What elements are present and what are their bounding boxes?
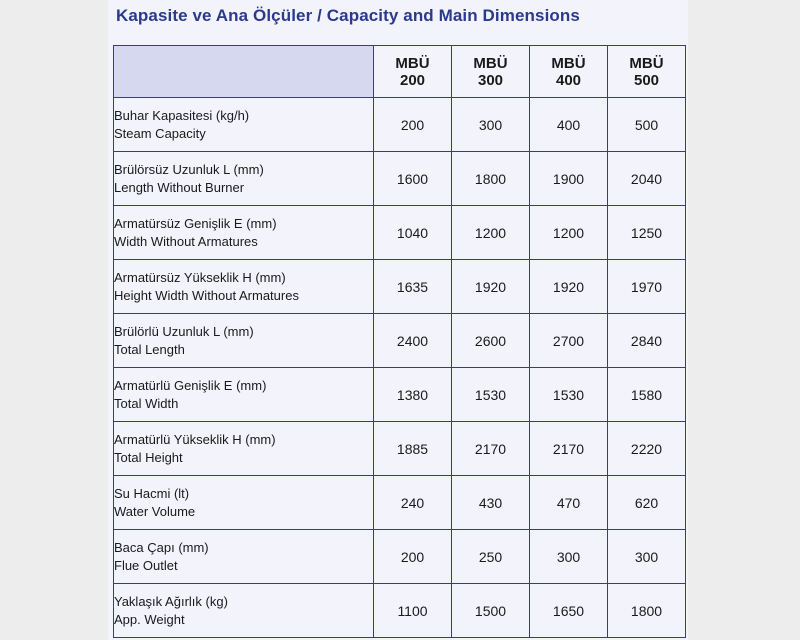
row-label-english: Total Width (114, 395, 179, 411)
row-label-turkish: Brülörsüz Uzunluk L (mm) (114, 161, 264, 177)
row-label (114, 152, 374, 206)
row-label-turkish: Yaklaşık Ağırlık (kg) (114, 593, 228, 609)
value-cell: 1920 (530, 260, 608, 314)
value-cell: 1040 (374, 206, 452, 260)
right-margin (688, 0, 800, 640)
value-cell: 2700 (530, 314, 608, 368)
value-cell: 1900 (530, 152, 608, 206)
value-cell: 1250 (608, 206, 686, 260)
table-row (114, 476, 686, 530)
value-cell: 2170 (530, 422, 608, 476)
row-label-english: Width Without Armatures (114, 233, 258, 249)
value-cell: 200 (374, 530, 452, 584)
table-row (114, 368, 686, 422)
value-cell: 1800 (452, 152, 530, 206)
row-label-english: Flue Outlet (114, 557, 178, 573)
column-header-mbu-200: MBÜ 200 (374, 46, 452, 98)
row-label-english: Steam Capacity (114, 125, 206, 141)
value-cell: 1580 (608, 368, 686, 422)
value-cell: 250 (452, 530, 530, 584)
value-cell: 470 (530, 476, 608, 530)
table-row (114, 152, 686, 206)
value-cell: 1200 (452, 206, 530, 260)
value-cell: 620 (608, 476, 686, 530)
left-margin (0, 0, 108, 640)
value-cell: 240 (374, 476, 452, 530)
table-row (114, 260, 686, 314)
row-label (114, 98, 374, 152)
value-cell: 1970 (608, 260, 686, 314)
table-row (114, 530, 686, 584)
row-label-turkish: Armatürsüz Genişlik E (mm) (114, 215, 277, 231)
value-cell: 200 (374, 98, 452, 152)
table-row (114, 206, 686, 260)
value-cell: 2600 (452, 314, 530, 368)
value-cell: 1600 (374, 152, 452, 206)
header-corner-cell (114, 46, 374, 98)
value-cell: 300 (608, 530, 686, 584)
row-label-turkish: Baca Çapı (mm) (114, 539, 209, 555)
value-cell: 1200 (530, 206, 608, 260)
row-label-turkish: Buhar Kapasitesi (kg/h) (114, 107, 250, 123)
row-label (114, 422, 374, 476)
row-label (114, 476, 374, 530)
value-cell: 2040 (608, 152, 686, 206)
row-label (114, 368, 374, 422)
value-cell: 2220 (608, 422, 686, 476)
row-label (114, 206, 374, 260)
table-body (114, 98, 686, 638)
specs-table (113, 45, 686, 638)
row-label (114, 314, 374, 368)
row-label-turkish: Armatürsüz Yükseklik H (mm) (114, 269, 286, 285)
row-label-turkish: Brülörlü Uzunluk L (mm) (114, 323, 254, 339)
row-label (114, 584, 374, 638)
value-cell: 1650 (530, 584, 608, 638)
column-header-mbu-500: MBÜ 500 (608, 46, 686, 98)
value-cell: 1635 (374, 260, 452, 314)
table-row (114, 422, 686, 476)
row-label-turkish: Armatürlü Yükseklik H (mm) (114, 431, 276, 447)
row-label-english: Water Volume (114, 503, 196, 519)
value-cell: 1380 (374, 368, 452, 422)
value-cell: 1885 (374, 422, 452, 476)
row-label-english: Total Length (114, 341, 185, 357)
page-title: Kapasite ve Ana Ölçüler / Capacity and Main Dimensions (116, 6, 580, 25)
table-row (114, 98, 686, 152)
value-cell: 2840 (608, 314, 686, 368)
row-label-turkish: Su Hacmi (lt) (114, 485, 190, 501)
row-label (114, 260, 374, 314)
value-cell: 1100 (374, 584, 452, 638)
value-cell: 430 (452, 476, 530, 530)
row-label (114, 530, 374, 584)
value-cell: 400 (530, 98, 608, 152)
row-label-english: Length Without Burner (114, 179, 245, 195)
row-label-english: Height Width Without Armatures (114, 287, 299, 303)
value-cell: 1920 (452, 260, 530, 314)
row-label-english: Total Height (114, 449, 183, 465)
value-cell: 2170 (452, 422, 530, 476)
table-row (114, 584, 686, 638)
column-header-mbu-400: MBÜ 400 (530, 46, 608, 98)
value-cell: 1800 (608, 584, 686, 638)
value-cell: 1500 (452, 584, 530, 638)
table-header-row (114, 46, 686, 98)
value-cell: 300 (452, 98, 530, 152)
table-row (114, 314, 686, 368)
row-label-english: App. Weight (114, 611, 185, 627)
value-cell: 1530 (452, 368, 530, 422)
value-cell: 2400 (374, 314, 452, 368)
value-cell: 1530 (530, 368, 608, 422)
value-cell: 300 (530, 530, 608, 584)
column-header-mbu-300: MBÜ 300 (452, 46, 530, 98)
value-cell: 500 (608, 98, 686, 152)
row-label-turkish: Armatürlü Genişlik E (mm) (114, 377, 267, 393)
